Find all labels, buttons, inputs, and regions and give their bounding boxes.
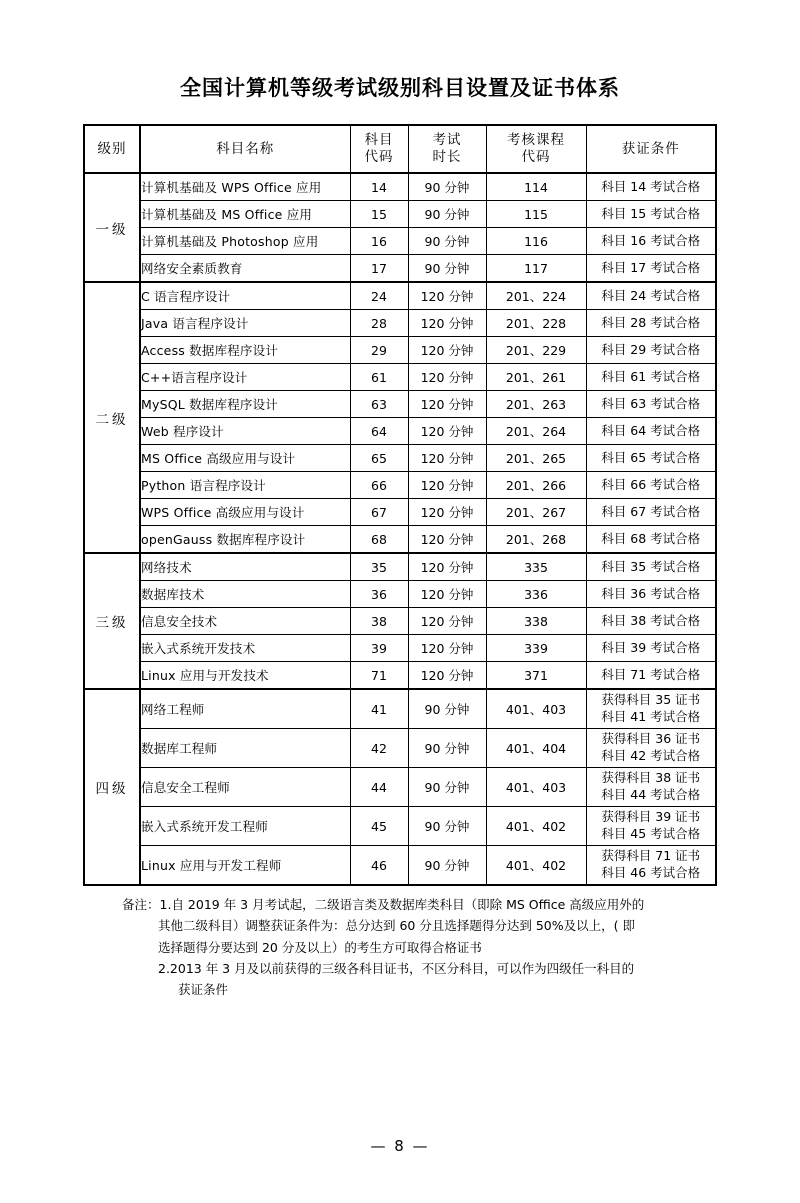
course-code-cell: 201、228 [486,310,586,337]
condition-cell: 科目 29 考试合格 [586,337,716,364]
code-cell: 67 [350,499,408,526]
note-1-line-1: 1.自 2019 年 3 月考试起，二级语言类及数据库类科目（即除 MS Office 高级应用外的 [159,897,645,912]
condition-cell: 科目 36 考试合格 [586,581,716,608]
code-cell: 71 [350,662,408,690]
page-title: 全国计算机等级考试级别科目设置及证书体系 [180,76,620,100]
table-row [84,526,716,554]
duration-cell: 90 分钟 [408,201,486,228]
subject-cell: Web 程序设计 [140,418,350,445]
table-row [84,581,716,608]
subject-cell: 信息安全工程师 [140,768,350,807]
course-code-cell: 201、266 [486,472,586,499]
duration-cell: 120 分钟 [408,608,486,635]
level-cell-3: 四级 [84,689,140,885]
duration-cell: 120 分钟 [408,526,486,554]
duration-cell: 120 分钟 [408,310,486,337]
condition-cell: 科目 24 考试合格 [586,282,716,310]
duration-cell: 90 分钟 [408,729,486,768]
table-row [84,255,716,283]
duration-cell: 120 分钟 [408,472,486,499]
subject-cell: 嵌入式系统开发工程师 [140,807,350,846]
code-cell: 45 [350,807,408,846]
course-code-cell: 401、402 [486,846,586,886]
table-row [84,310,716,337]
code-cell: 61 [350,364,408,391]
table-row [84,173,716,201]
subject-cell: 计算机基础及 Photoshop 应用 [140,228,350,255]
table-header-row [84,125,716,173]
course-code-cell: 201、264 [486,418,586,445]
course-code-cell: 401、402 [486,807,586,846]
duration-cell: 90 分钟 [408,173,486,201]
condition-cell: 科目 64 考试合格 [586,418,716,445]
duration-cell: 120 分钟 [408,445,486,472]
code-cell: 65 [350,445,408,472]
subject-cell: WPS Office 高级应用与设计 [140,499,350,526]
course-code-cell: 339 [486,635,586,662]
condition-cell: 获得科目 39 证书 科目 45 考试合格 [586,807,716,846]
subject-cell: 计算机基础及 WPS Office 应用 [140,173,350,201]
code-cell: 36 [350,581,408,608]
course-code-cell: 201、224 [486,282,586,310]
table-header-cell-3: 考试 时长 [408,125,486,173]
duration-cell: 120 分钟 [408,282,486,310]
duration-cell: 120 分钟 [408,418,486,445]
course-code-cell: 338 [486,608,586,635]
table-row [84,499,716,526]
subject-cell: Java 语言程序设计 [140,310,350,337]
code-cell: 42 [350,729,408,768]
duration-cell: 120 分钟 [408,662,486,690]
condition-cell: 科目 61 考试合格 [586,364,716,391]
table-row [84,846,716,886]
subject-cell: 网络技术 [140,553,350,581]
table-row [84,282,716,310]
duration-cell: 120 分钟 [408,499,486,526]
table-row [84,662,716,690]
course-code-cell: 401、403 [486,689,586,729]
table-row [84,445,716,472]
duration-cell: 90 分钟 [408,255,486,283]
subject-cell: openGauss 数据库程序设计 [140,526,350,554]
code-cell: 46 [350,846,408,886]
condition-cell: 科目 38 考试合格 [586,608,716,635]
duration-cell: 90 分钟 [408,228,486,255]
level-cell-0: 一级 [84,173,140,282]
course-code-cell: 401、404 [486,729,586,768]
duration-cell: 90 分钟 [408,807,486,846]
table-row [84,768,716,807]
condition-cell: 科目 35 考试合格 [586,553,716,581]
course-code-cell: 201、261 [486,364,586,391]
level-cell-1: 二级 [84,282,140,553]
course-code-cell: 336 [486,581,586,608]
condition-cell: 科目 65 考试合格 [586,445,716,472]
table-row [84,689,716,729]
condition-cell: 科目 28 考试合格 [586,310,716,337]
note-1-line-3: 选择题得分要达到 20 分及以上）的考生方可取得合格证书 [158,939,482,955]
code-cell: 66 [350,472,408,499]
table-row [84,608,716,635]
table-row [84,418,716,445]
subject-cell: 网络工程师 [140,689,350,729]
course-code-cell: 201、267 [486,499,586,526]
duration-cell: 90 分钟 [408,846,486,886]
course-code-cell: 201、263 [486,391,586,418]
code-cell: 17 [350,255,408,283]
code-cell: 63 [350,391,408,418]
course-code-cell: 117 [486,255,586,283]
subject-cell: Python 语言程序设计 [140,472,350,499]
code-cell: 39 [350,635,408,662]
note-2-line-1: 2.2013 年 3 月及以前获得的三级各科目证书，不区分科目，可以作为四级任一科目的 [158,960,635,976]
course-code-cell: 371 [486,662,586,690]
table-row [84,635,716,662]
duration-cell: 120 分钟 [408,581,486,608]
subject-cell: Access 数据库程序设计 [140,337,350,364]
duration-cell: 120 分钟 [408,364,486,391]
subject-cell: MySQL 数据库程序设计 [140,391,350,418]
course-code-cell: 201、229 [486,337,586,364]
note-2-line-2: 获证条件 [178,982,229,997]
duration-cell: 90 分钟 [408,689,486,729]
condition-cell: 获得科目 71 证书 科目 46 考试合格 [586,846,716,886]
course-code-cell: 114 [486,173,586,201]
code-cell: 38 [350,608,408,635]
course-code-cell: 201、265 [486,445,586,472]
subject-cell: 信息安全技术 [140,608,350,635]
course-code-cell: 401、403 [486,768,586,807]
duration-cell: 120 分钟 [408,337,486,364]
condition-cell: 科目 17 考试合格 [586,255,716,283]
subject-cell: C++语言程序设计 [140,364,350,391]
level-cell-2: 三级 [84,553,140,689]
table-row [84,553,716,581]
code-cell: 35 [350,553,408,581]
subject-cell: 网络安全素质教育 [140,255,350,283]
page-number: — 8 — [370,1137,430,1155]
subject-cell: Linux 应用与开发工程师 [140,846,350,886]
condition-cell: 科目 16 考试合格 [586,228,716,255]
notes-label: 备注： [122,897,160,912]
duration-cell: 90 分钟 [408,768,486,807]
code-cell: 68 [350,526,408,554]
table-row [84,472,716,499]
condition-cell: 科目 71 考试合格 [586,662,716,690]
table-row [84,201,716,228]
note-item [84,894,716,915]
table-header-cell-0: 级别 [84,125,140,173]
code-cell: 64 [350,418,408,445]
subject-cell: 嵌入式系统开发技术 [140,635,350,662]
table-header-cell-4: 考核课程 代码 [486,125,586,173]
note-1-line-2: 其他二级科目）调整获证条件为：总分达到 60 分且选择题得分达到 50%及以上，( 即 [158,918,635,934]
subject-cell: MS Office 高级应用与设计 [140,445,350,472]
subject-cell: 数据库工程师 [140,729,350,768]
condition-cell: 科目 15 考试合格 [586,201,716,228]
code-cell: 14 [350,173,408,201]
course-code-cell: 116 [486,228,586,255]
table-row [84,364,716,391]
table-row [84,391,716,418]
duration-cell: 120 分钟 [408,635,486,662]
code-cell: 44 [350,768,408,807]
condition-cell: 获得科目 38 证书 科目 44 考试合格 [586,768,716,807]
condition-cell: 获得科目 35 证书 科目 41 考试合格 [586,689,716,729]
condition-cell: 科目 66 考试合格 [586,472,716,499]
course-code-cell: 201、268 [486,526,586,554]
table-row [84,337,716,364]
code-cell: 16 [350,228,408,255]
condition-cell: 科目 68 考试合格 [586,526,716,554]
condition-cell: 科目 39 考试合格 [586,635,716,662]
course-code-cell: 335 [486,553,586,581]
table-header-cell-1: 科目名称 [140,125,350,173]
table-row [84,729,716,768]
duration-cell: 120 分钟 [408,553,486,581]
notes-block [84,894,716,1000]
condition-cell: 科目 63 考试合格 [586,391,716,418]
document-page [0,72,800,1203]
table-header-cell-2: 科目 代码 [350,125,408,173]
course-code-cell: 115 [486,201,586,228]
condition-cell: 科目 67 考试合格 [586,499,716,526]
table-header-cell-5: 获证条件 [586,125,716,173]
exam-levels-table [83,124,717,886]
code-cell: 24 [350,282,408,310]
table-row [84,228,716,255]
duration-cell: 120 分钟 [408,391,486,418]
table-row [84,807,716,846]
subject-cell: C 语言程序设计 [140,282,350,310]
subject-cell: 计算机基础及 MS Office 应用 [140,201,350,228]
subject-cell: Linux 应用与开发技术 [140,662,350,690]
code-cell: 29 [350,337,408,364]
condition-cell: 科目 14 考试合格 [586,173,716,201]
code-cell: 41 [350,689,408,729]
code-cell: 28 [350,310,408,337]
subject-cell: 数据库技术 [140,581,350,608]
code-cell: 15 [350,201,408,228]
condition-cell: 获得科目 36 证书 科目 42 考试合格 [586,729,716,768]
